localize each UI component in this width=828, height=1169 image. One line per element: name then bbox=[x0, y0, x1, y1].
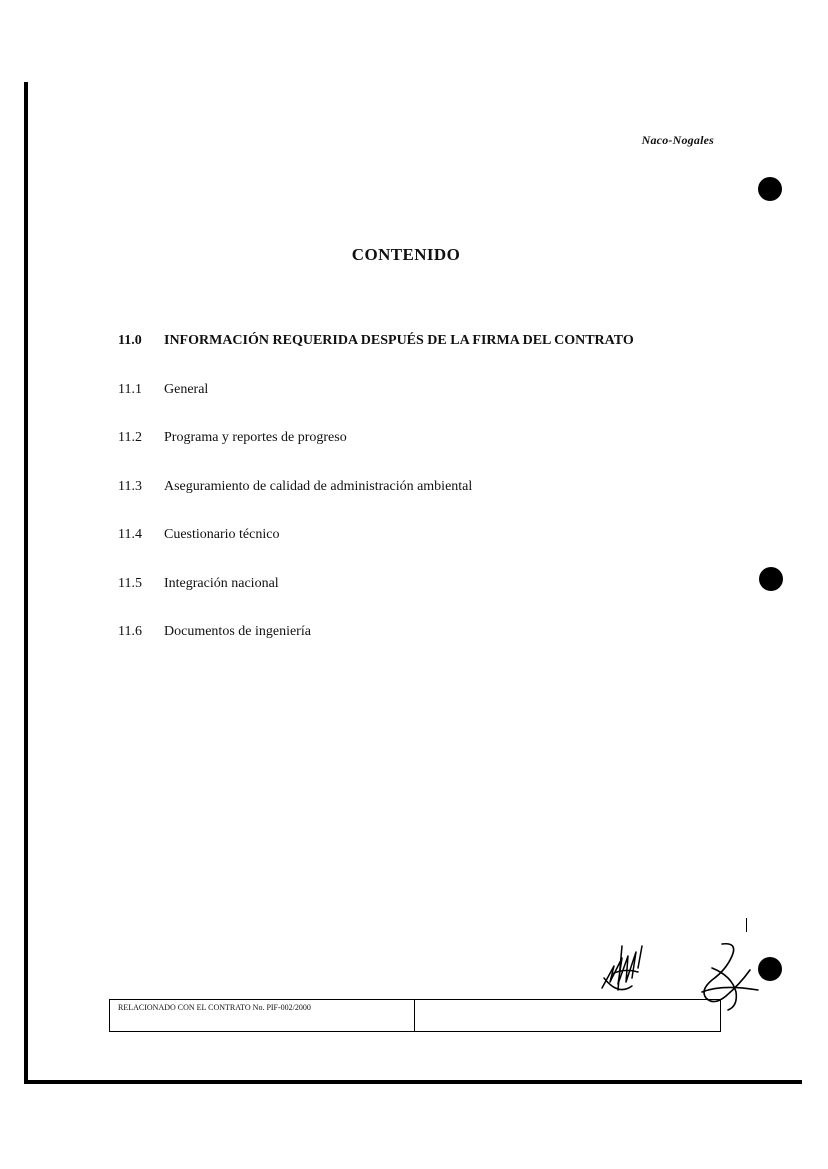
initials-signature-left bbox=[598, 938, 650, 1000]
punch-hole-top bbox=[758, 177, 782, 201]
page-title: CONTENIDO bbox=[351, 245, 461, 264]
toc-item bbox=[118, 382, 634, 431]
toc-item bbox=[118, 333, 634, 382]
toc-item bbox=[118, 624, 634, 673]
scan-bottom-border bbox=[24, 1080, 802, 1084]
toc-item bbox=[118, 430, 634, 479]
toc-item-number: 11.5 bbox=[118, 575, 142, 591]
footer-contract-box bbox=[109, 999, 721, 1032]
toc-item-number: 11.2 bbox=[118, 430, 142, 445]
toc-item-number: 11.4 bbox=[118, 527, 142, 542]
toc-item-text: Aseguramiento de calidad de administración ambiental bbox=[164, 478, 473, 494]
table-of-contents bbox=[118, 333, 634, 673]
toc-item-text: INFORMACIÓN REQUERIDA DESPUÉS DE LA FIRMA DEL CONTRATO bbox=[164, 333, 634, 348]
footer-empty-cell bbox=[415, 1000, 720, 1031]
toc-item bbox=[118, 576, 634, 625]
margin-tick-mark bbox=[746, 918, 747, 932]
toc-item-number: 11.0 bbox=[118, 333, 142, 348]
toc-item bbox=[118, 527, 634, 576]
toc-item-number: 11.3 bbox=[118, 478, 142, 494]
toc-item-text: Cuestionario técnico bbox=[164, 527, 280, 542]
toc-item-number: 11.1 bbox=[118, 381, 142, 397]
scan-left-border bbox=[24, 82, 28, 1082]
toc-item-text: Integración nacional bbox=[164, 575, 279, 591]
toc-item-text: General bbox=[164, 381, 209, 397]
toc-item bbox=[118, 479, 634, 528]
footer-contract-label: RELACIONADO CON EL CONTRATO No. PIF-002/2000 bbox=[110, 1000, 415, 1031]
toc-item-number: 11.6 bbox=[118, 624, 142, 639]
toc-item-text: Documentos de ingeniería bbox=[164, 624, 311, 639]
punch-hole-middle bbox=[759, 567, 783, 591]
toc-item-text: Programa y reportes de progreso bbox=[164, 430, 347, 445]
header-note: Naco-Nogales bbox=[641, 133, 714, 147]
